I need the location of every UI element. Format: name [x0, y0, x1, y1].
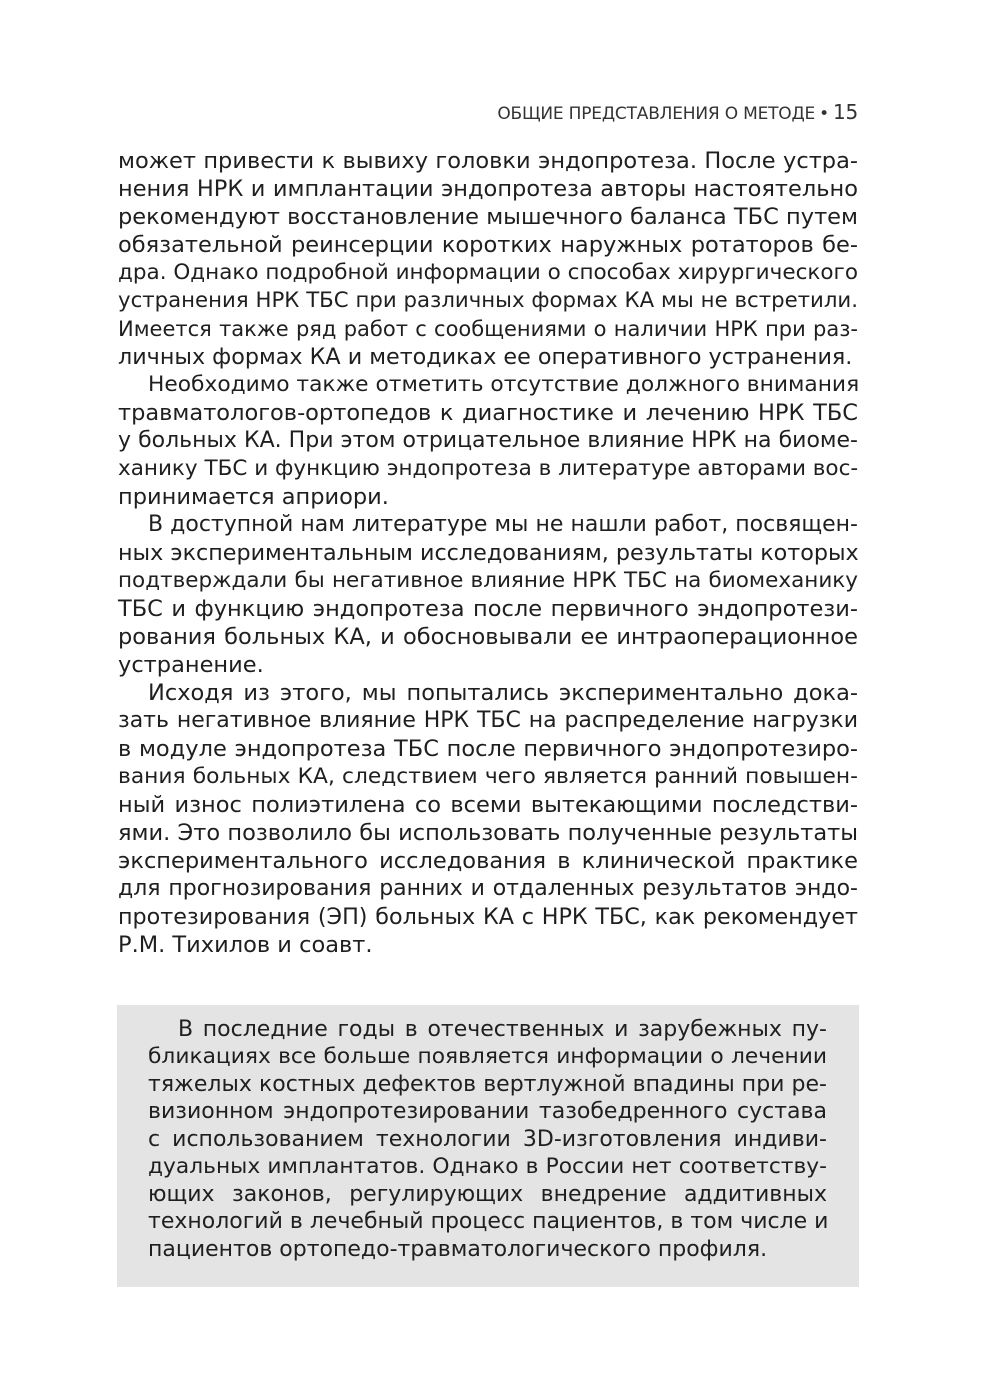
body-line: у больных КА. При этом отрицательное влияние НРК на биоме- — [118, 428, 858, 453]
body-line: подтверждали бы негативное влияние НРК ТБС на биомеханику — [118, 568, 858, 593]
body-line: ями. Это позволило бы использовать полученные результаты — [118, 820, 858, 846]
callout-line: технологий в лечебный процесс пациентов, в том числе и — [148, 1209, 829, 1234]
callout-line: дуальных имплантатов. Однако в России нет соответству- — [148, 1154, 827, 1179]
body-line: ханику ТБС и функцию эндопротеза в литературе авторами вос- — [118, 456, 859, 481]
callout-line: визионном эндопротезировании тазобедренного сустава — [148, 1099, 827, 1124]
body-line: протезирования (ЭП) больных КА с НРК ТБС, как рекомендует — [118, 904, 858, 930]
body-line: устранения НРК ТБС при различных формах КА мы не встретили. — [118, 288, 858, 313]
body-line: Необходимо также отметить отсутствие должного внимания — [148, 372, 860, 397]
body-line: Исходя из этого, мы попытались экспериментально дока- — [148, 680, 858, 706]
callout-line: бликациях все больше появляется информации о лечении — [148, 1044, 827, 1069]
page-number: 15 — [832, 100, 858, 124]
callout-line: ющих законов, регулирующих внедрение аддитивных — [148, 1182, 827, 1207]
body-line: рования больных КА, и обосновывали ее интраоперационное — [118, 624, 858, 650]
body-line: рекомендуют восстановление мышечного баланса ТБС путем — [118, 204, 858, 230]
callout-line: пациентов ортопедо-травматологического профиля. — [148, 1237, 768, 1262]
body-line: травматологов-ортопедов к диагностике и лечению НРК ТБС — [118, 400, 858, 426]
body-line: Р.М. Тихилов и соавт. — [118, 932, 373, 958]
callout-line: В последние годы в отечественных и зарубежных пу- — [178, 1017, 827, 1042]
body-line: ный износ полиэтилена со всеми вытекающими последстви- — [118, 792, 858, 818]
body-line: устранение. — [118, 652, 264, 678]
body-line: для прогнозирования ранних и отдаленных результатов эндо- — [118, 876, 858, 901]
body-line: дра. Однако подробной информации о способах хирургического — [118, 260, 858, 285]
body-line: может привести к вывиху головки эндопротеза. После устра- — [118, 148, 858, 174]
body-line: Имеется также ряд работ с сообщениями о наличии НРК при раз- — [118, 317, 858, 341]
callout-line: тяжелых костных дефектов вертлужной впадины при ре- — [148, 1072, 827, 1097]
body-line: в модуле эндопротеза ТБС после первичного эндопротезиро- — [118, 736, 858, 762]
running-header — [0, 100, 858, 124]
body-line: экспериментального исследования в клинической практике — [118, 848, 858, 874]
body-line: ных экспериментальным исследованиям, результаты которых — [118, 540, 859, 566]
body-line: зать негативное влияние НРК ТБС на распределение нагрузки — [118, 708, 858, 733]
body-line: принимается априори. — [118, 484, 389, 510]
body-line: ТБС и функцию эндопротеза после первичного эндопротези- — [118, 596, 858, 622]
header-separator: • — [819, 104, 829, 124]
running-title: ОБЩИЕ ПРЕДСТАВЛЕНИЯ О МЕТОДЕ — [497, 104, 816, 124]
body-line: обязательной реинсерции коротких наружных ротаторов бе- — [118, 232, 858, 258]
callout-line: с использованием технологии 3D-изготовления индиви- — [148, 1127, 827, 1152]
body-line: личных формах КА и методиках ее оперативного устранения. — [118, 344, 853, 370]
body-line: нения НРК и имплантации эндопротеза авторы настоятельно — [118, 176, 858, 202]
body-line: В доступной нам литературе мы не нашли работ, посвящен- — [148, 512, 858, 537]
body-line: вания больных КА, следствием чего является ранний повышен- — [118, 764, 858, 789]
